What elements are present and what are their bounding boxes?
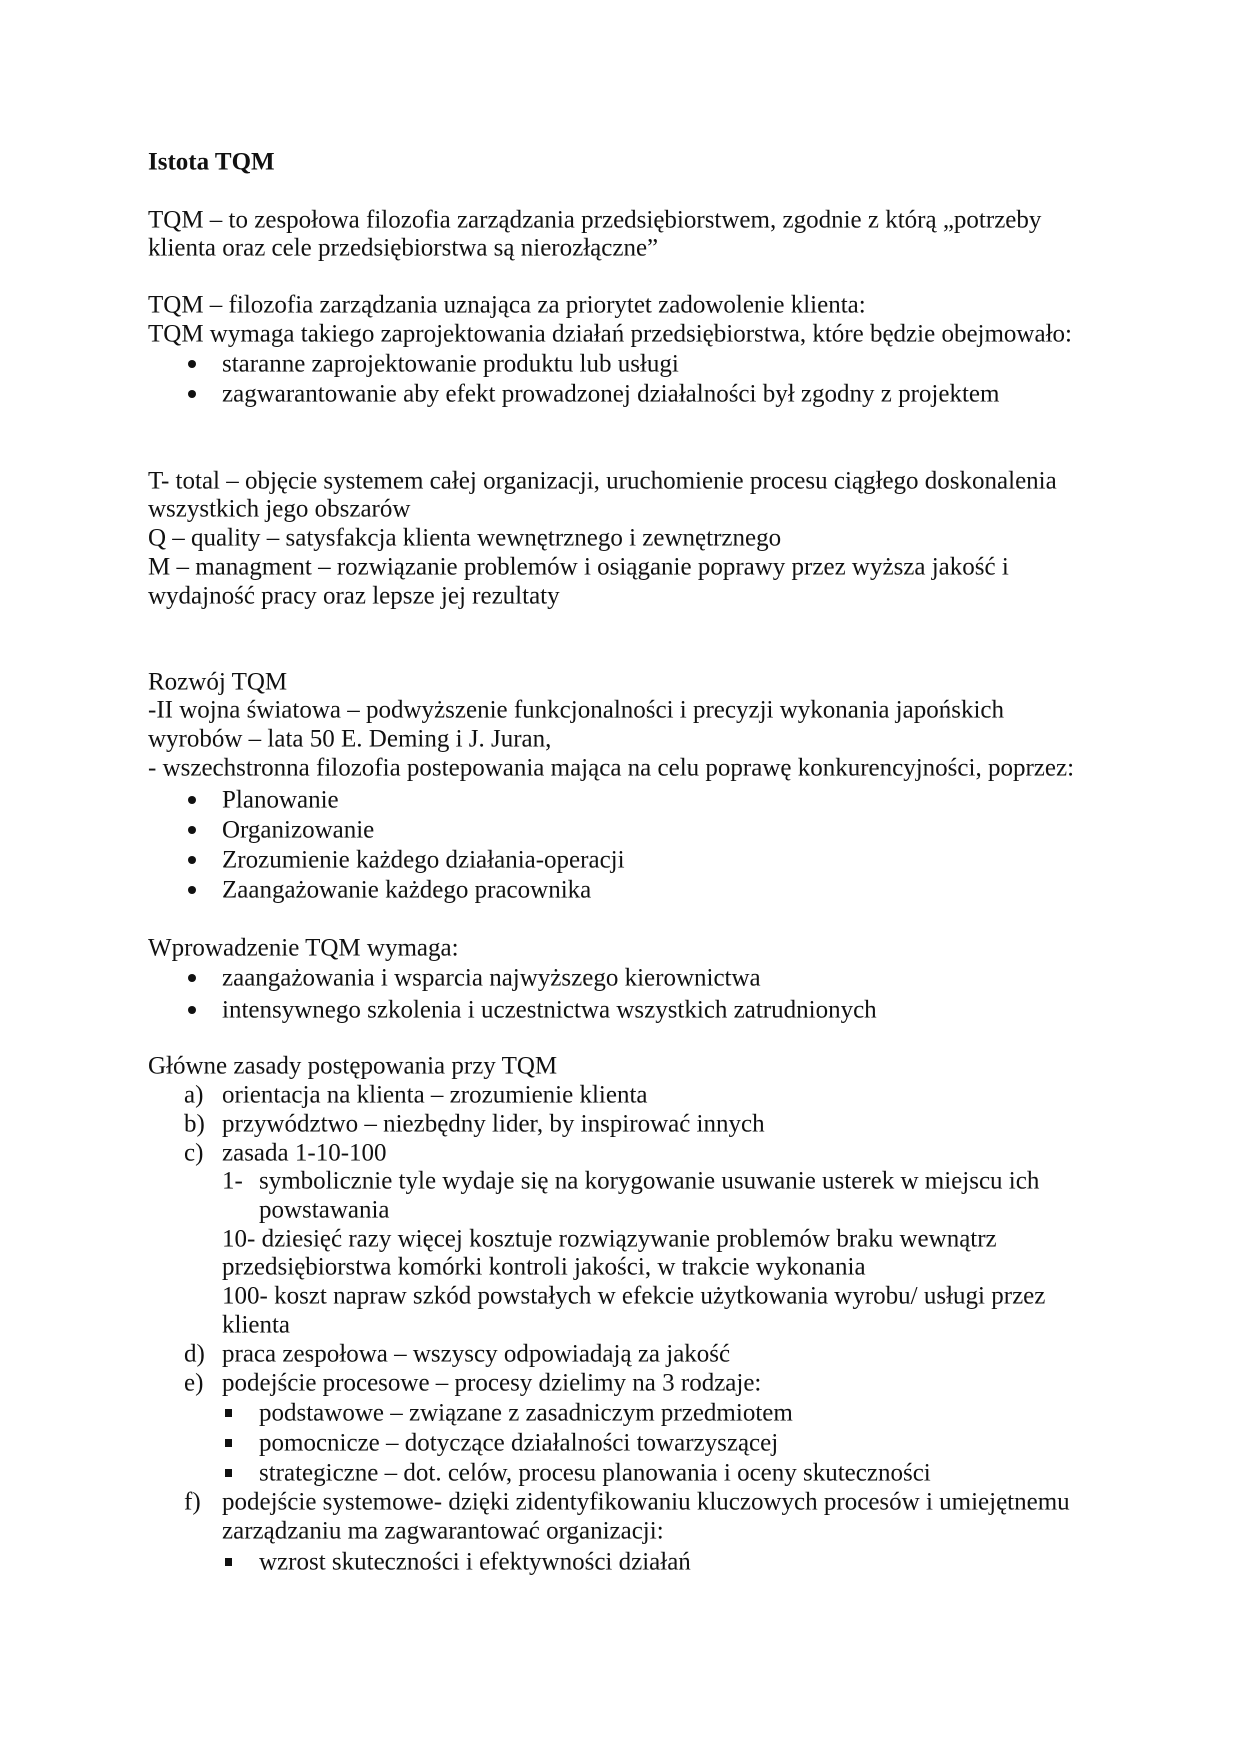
list-item: podstawowe – związane z zasadniczym przedmiotem (259, 1399, 793, 1427)
list-item: podejście procesowe – procesy dzielimy na 3 rodzaje: (222, 1369, 762, 1397)
list-item: klienta (222, 1311, 291, 1339)
list-item: przywództwo – niezbędny lider, by inspirować innych (222, 1110, 765, 1138)
list-item: pomocnicze – dotyczące działalności towarzyszącej (259, 1429, 779, 1457)
list-item: Zrozumienie każdego działania-operacji (222, 846, 625, 874)
list-marker: c) (184, 1139, 204, 1167)
list-item: podejście systemowe- dzięki zidentyfikowaniu kluczowych procesów i umiejętnemu (222, 1488, 1070, 1516)
list-marker: b) (184, 1110, 205, 1138)
square-bullet-icon (225, 1469, 232, 1477)
list-marker: a) (184, 1081, 204, 1109)
paragraph-line: T- total – objęcie systemem całej organizacji, uruchomienie procesu ciągłego doskonalenia (148, 467, 1057, 495)
paragraph-line: TQM – to zespołowa filozofia zarządzania przedsiębiorstwem, zgodnie z którą „potrzeby (148, 206, 1042, 234)
list-item: zagwarantowanie aby efekt prowadzonej działalności był zgodny z projektem (222, 380, 1000, 408)
list-item: staranne zaprojektowanie produktu lub usługi (222, 350, 679, 378)
paragraph-line: klienta oraz cele przedsiębiorstwa są nierozłączne” (148, 234, 659, 262)
list-item: Organizowanie (222, 816, 375, 844)
list-item: powstawania (259, 1196, 390, 1224)
list-item: praca zespołowa – wszyscy odpowiadają za jakość (222, 1340, 731, 1368)
square-bullet-icon (225, 1439, 232, 1447)
list-marker: e) (184, 1369, 204, 1397)
list-marker: d) (184, 1340, 205, 1368)
list-marker: f) (184, 1488, 201, 1516)
square-bullet-icon (225, 1409, 232, 1417)
bullet-icon (188, 886, 196, 894)
list-item: intensywnego szkolenia i uczestnictwa wszystkich zatrudnionych (222, 996, 877, 1024)
bullet-icon (188, 826, 196, 834)
list-marker: 1- (222, 1167, 243, 1195)
bullet-icon (188, 390, 196, 398)
square-bullet-icon (225, 1558, 232, 1566)
paragraph-line: Rozwój TQM (148, 668, 288, 696)
list-item: orientacja na klienta – zrozumienie klienta (222, 1081, 648, 1109)
paragraph-line: M – managment – rozwiązanie problemów i osiąganie poprawy przez wyższa jakość i (148, 553, 1009, 581)
paragraph-line: TQM – filozofia zarządzania uznająca za priorytet zadowolenie klienta: (148, 291, 866, 319)
list-item: przedsiębiorstwa komórki kontroli jakości, w trakcie wykonania (222, 1253, 866, 1281)
paragraph-line: wszystkich jego obszarów (148, 495, 411, 523)
paragraph-line: Główne zasady postępowania przy TQM (148, 1052, 558, 1080)
bullet-icon (188, 360, 196, 368)
list-item: wzrost skuteczności i efektywności działań (259, 1548, 691, 1576)
list-item: Zaangażowanie każdego pracownika (222, 876, 592, 904)
bullet-icon (188, 856, 196, 864)
paragraph-line: wyrobów – lata 50 E. Deming i J. Juran, (148, 725, 552, 753)
list-item: strategiczne – dot. celów, procesu planowania i oceny skuteczności (259, 1459, 931, 1487)
paragraph-line: TQM wymaga takiego zaprojektowania działań przedsiębiorstwa, które będzie obejmowało: (148, 320, 1072, 348)
list-item: symbolicznie tyle wydaje się na korygowanie usuwanie usterek w miejscu ich (259, 1167, 1040, 1195)
paragraph-line: wydajność pracy oraz lepsze jej rezultaty (148, 582, 560, 610)
list-item: zarządzaniu ma zagwarantować organizacji: (222, 1517, 664, 1545)
bullet-icon (188, 796, 196, 804)
list-item: zaangażowania i wsparcia najwyższego kierownictwa (222, 964, 761, 992)
list-item: 100- koszt napraw szkód powstałych w efekcie użytkowania wyrobu/ usługi przez (222, 1282, 1046, 1310)
bullet-icon (188, 1006, 196, 1014)
paragraph-line: - wszechstronna filozofia postepowania mająca na celu poprawę konkurencyjności, poprzez: (148, 754, 1075, 782)
paragraph-line: Wprowadzenie TQM wymaga: (148, 934, 459, 962)
document-title: Istota TQM (148, 148, 275, 176)
paragraph-line: -II wojna światowa – podwyższenie funkcjonalności i precyzji wykonania japońskich (148, 696, 1004, 724)
bullet-icon (188, 974, 196, 982)
list-item: 10- dziesięć razy więcej kosztuje rozwiązywanie problemów braku wewnątrz (222, 1225, 997, 1253)
list-item: Planowanie (222, 786, 339, 814)
list-item: zasada 1-10-100 (222, 1139, 387, 1167)
paragraph-line: Q – quality – satysfakcja klienta wewnętrznego i zewnętrznego (148, 524, 782, 552)
